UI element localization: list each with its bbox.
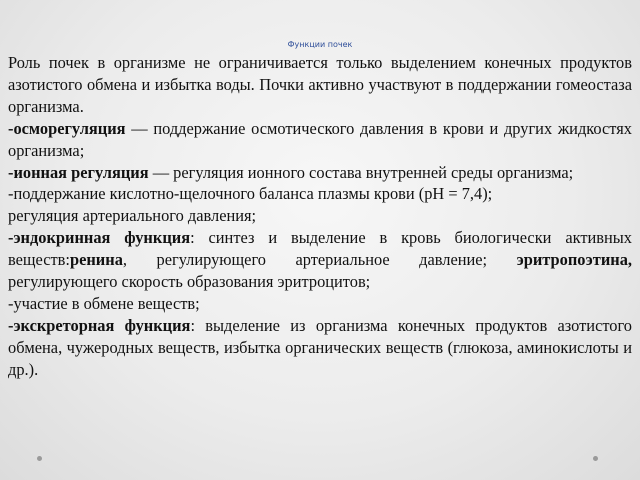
endocrine-text-3: регулирующего скорость образования эритроцитов; (8, 272, 371, 292)
osmoregulation-text: — поддержание осмотического давления в крови и других жидкостях организма; (8, 118, 632, 160)
excretory-term: -экскреторная функция (8, 315, 191, 335)
excretory-text: : выделение из организма конечных продуктов азотистого обмена, чужеродных веществ, избытка органических веществ (глюкоза, аминокислоты и др.). (8, 315, 633, 379)
slide-title: Функции почек (287, 40, 353, 49)
slide-body (8, 52, 632, 381)
decorative-dot-left (37, 456, 42, 461)
blood-pressure-item: регуляция артериального давления; (8, 206, 257, 226)
endocrine-term: -эндокринная функция (8, 228, 191, 248)
osmoregulation-term: -осморегуляция (8, 118, 126, 138)
erythropoietin-term: эритропоэтина, (516, 250, 632, 270)
excretory-item (8, 315, 632, 381)
osmoregulation-item (8, 118, 632, 162)
renin-term: ренина (69, 250, 123, 270)
endocrine-item (8, 227, 632, 293)
intro-paragraph: Роль почек в организме не ограничивается только выделением конечных продуктов азотистого обмена и избытка воды. Почки активно участвуют в поддержании гомеостаза организма. (8, 53, 632, 116)
decorative-dot-right (593, 456, 598, 461)
endocrine-text-2: , регулирующего артериальное давление; (122, 250, 517, 270)
metabolism-item: -участие в обмене веществ; (8, 293, 200, 313)
ion-regulation-text: — регуляция ионного состава внутренней среды организма; (148, 162, 574, 182)
endocrine-text-1: : синтез и выделение в кровь биологически активных веществ: (8, 228, 632, 270)
ion-regulation-item (8, 162, 632, 184)
acid-base-item: -поддержание кислотно-щелочного баланса плазмы крови (pH = 7,4); (8, 184, 493, 204)
ion-regulation-term: -ионная регуляция (8, 162, 149, 182)
